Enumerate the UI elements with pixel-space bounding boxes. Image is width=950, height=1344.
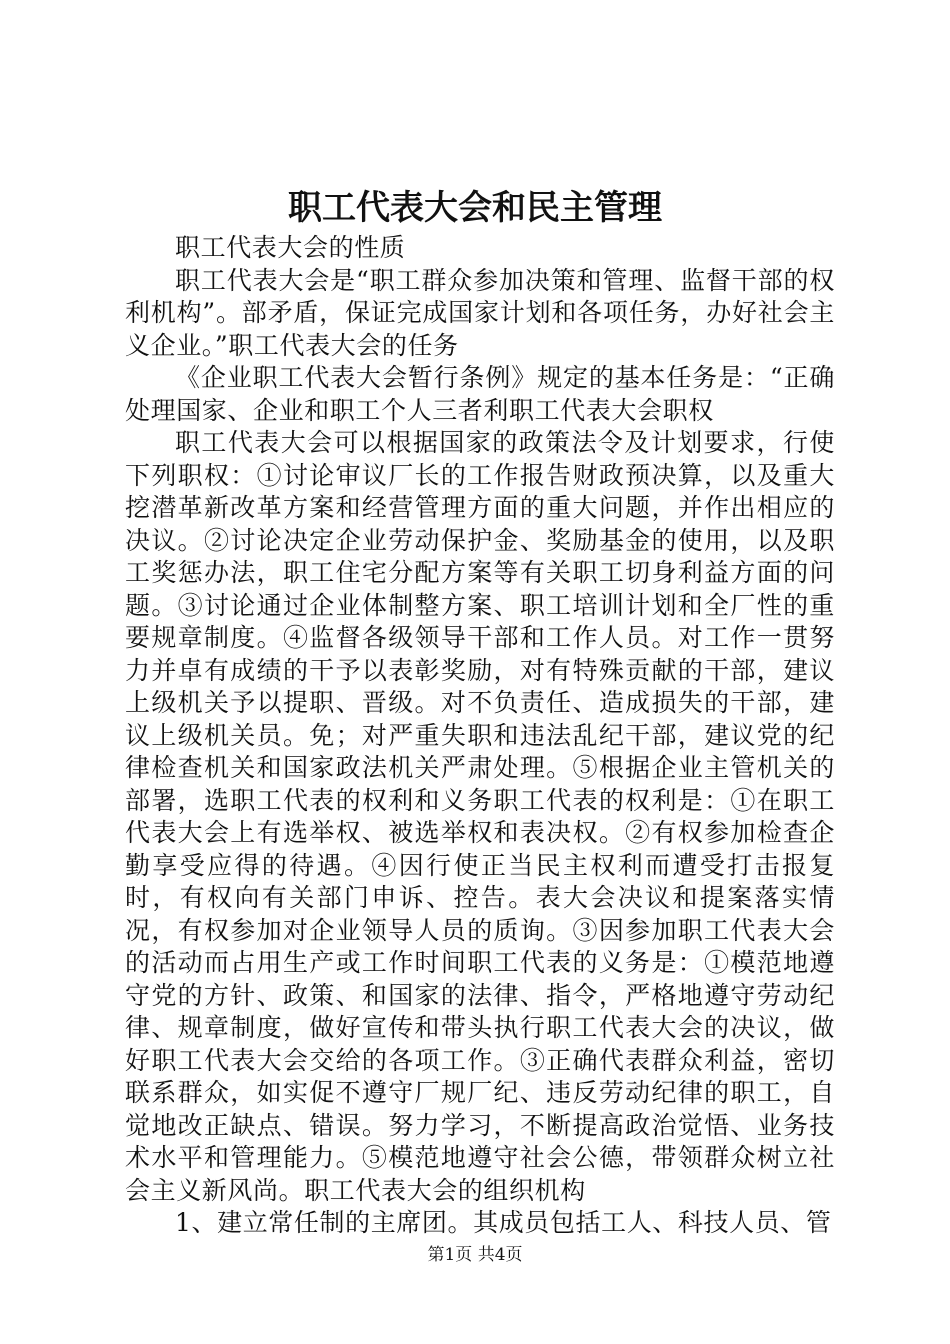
paragraph: 《企业职工代表大会暂行条例》规定的基本任务是：“正确处理国家、企业和职工个人三者利职工代表大会职权 bbox=[125, 363, 835, 425]
paragraph: 1、建立常任制的主席团。其成员包括工人、科技人员、管 bbox=[175, 1208, 832, 1237]
paragraph: 职工代表大会是“职工群众参加决策和管理、监督干部的权利机构”。部矛盾，保证完成国家计划和各项任务，办好社会主义企业。”职工代表大会的任务 bbox=[125, 265, 835, 360]
paragraph: 职工代表大会的性质 bbox=[175, 233, 406, 262]
document-body bbox=[125, 232, 835, 1240]
page-title: 职工代表大会和民主管理 bbox=[288, 188, 662, 228]
page-footer: 第1页 共4页 bbox=[427, 1245, 523, 1265]
paragraph: 职工代表大会可以根据国家的政策法令及计划要求，行使下列职权：①讨论审议厂长的工作报告财政预决算，以及重大挖潜革新改革方案和经营管理方面的重大问题，并作出相应的决议。②讨论决定企业劳动保护金、奖励基金的使用，以及职工奖惩办法，职工住宅分配方案等有关职工切身利益方面的问题。③讨论通过企业体制整方案、职工培训计划和全厂性的重要规章制度。④监督各级领导干部和工作人员。对工作一贯努力并卓有成绩的干予以表彰奖励，对有特殊贡献的干部，建议上级机关予以提职、晋级。对不负责任、造成损失的干部，建议上级机关员。免；对严重失职和违法乱纪干部，建议党的纪律检查机关和国家政法机关严肃处理。⑤根据企业主管机关的部署，选职工代表的权利和义务职工代表的权利是：①在职工代表大会上有选举权、被选举权和表决权。②有权参加检查企勤享受应得的待遇。④因行使正当民主权利而遭受打击报复时，有权向有关部门申诉、控告。表大会决议和提案落实情况，有权参加对企业领导人员的质询。③因参加职工代表大会的活动而占用生产或工作时间职工代表的义务是：①模范地遵守党的方针、政策、和国家的法律、指令，严格地遵守劳动纪律、规章制度，做好宣传和带头执行职工代表大会的决议，做好职工代表大会交给的各项工作。③正确代表群众利益，密切联系群众，如实促不遵守厂规厂纪、违反劳动纪律的职工，自觉地改正缺点、错误。努力学习，不断提高政治觉悟、业务技术水平和管理能力。⑤模范地遵守社会公德，带领群众树立社会主义新风尚。职工代表大会的组织机构 bbox=[125, 428, 835, 1205]
